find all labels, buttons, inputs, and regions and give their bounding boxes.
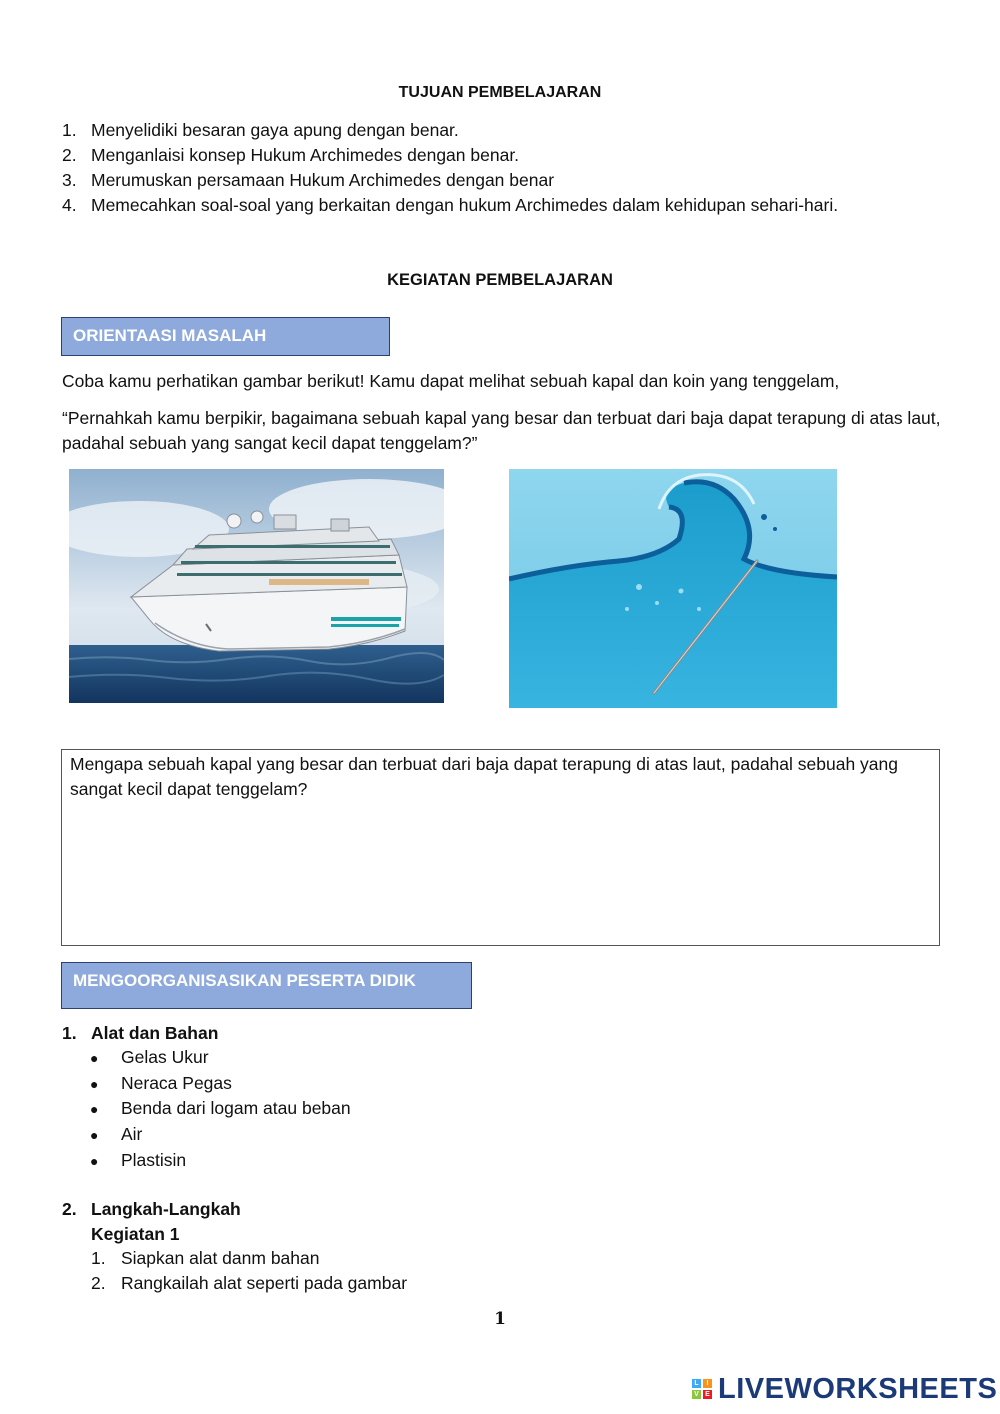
list-item: 1. Menyelidiki besaran gaya apung dengan benar. bbox=[62, 120, 459, 140]
list-item: 4. Memecahkan soal-soal yang berkaitan dengan hukum Archimedes dalam kehidupan sehari-hari. bbox=[62, 195, 839, 215]
objectives-list bbox=[62, 118, 838, 218]
list-item: ● Plastisin bbox=[90, 1149, 187, 1170]
list-item: ● Neraca Pegas bbox=[90, 1072, 232, 1093]
answer-textbox[interactable] bbox=[61, 749, 940, 946]
activity-label: Kegiatan 1 bbox=[91, 1224, 180, 1244]
orientation-intro: Coba kamu perhatikan gambar berikut! Kamu dapat melihat sebuah kapal dan koin yang tenggelam, bbox=[62, 371, 840, 391]
list-item: 2. Rangkailah alat seperti pada gambar bbox=[91, 1273, 408, 1293]
list-item: ● Gelas Ukur bbox=[90, 1047, 209, 1067]
page-number: 1 bbox=[494, 1309, 506, 1329]
steps-heading: 2. Langkah-Langkah bbox=[62, 1199, 241, 1219]
tools-list bbox=[90, 1045, 351, 1173]
steps-list bbox=[91, 1246, 407, 1296]
sinking-needle-image bbox=[509, 469, 837, 708]
list-item: 3. Merumuskan persamaan Hukum Archimedes dengan benar bbox=[62, 170, 555, 190]
answer-prompt: Mengapa sebuah kapal yang besar dan terbuat dari baja dapat terapung di atas laut, padahal sebuah yang sangat kecil dapat tenggelam? bbox=[70, 754, 898, 799]
objectives-title: TUJUAN PEMBELAJARAN bbox=[398, 84, 602, 101]
tools-heading: 1. Alat dan Bahan bbox=[62, 1023, 219, 1043]
list-item: 1. Siapkan alat danm bahan bbox=[91, 1248, 320, 1268]
orientation-question: “Pernahkah kamu berpikir, bagaimana sebuah kapal yang besar dan terbuat dari baja dapat terapung di atas laut, padahal sebuah yang sangat kecil dapat tenggelam?” bbox=[62, 408, 941, 453]
liveworksheets-logo[interactable] bbox=[692, 1372, 997, 1406]
activities-title: KEGIATAN PEMBELAJARAN bbox=[387, 271, 613, 289]
orientation-section-label: ORIENTAASI MASALAH bbox=[61, 317, 390, 356]
list-item: ● Air bbox=[90, 1124, 143, 1145]
list-item: 2. Menganlaisi konsep Hukum Archimedes dengan benar. bbox=[62, 145, 520, 165]
list-item: ● Benda dari logam atau beban bbox=[90, 1098, 351, 1119]
logo-text: LIVEWORKSHEETS bbox=[718, 1372, 998, 1405]
cruise-ship-image bbox=[69, 469, 444, 703]
organizing-section-label: MENGOORGANISASIKAN PESERTA DIDIK bbox=[61, 962, 472, 1009]
logo-mark-icon: L I V E bbox=[692, 1379, 712, 1399]
